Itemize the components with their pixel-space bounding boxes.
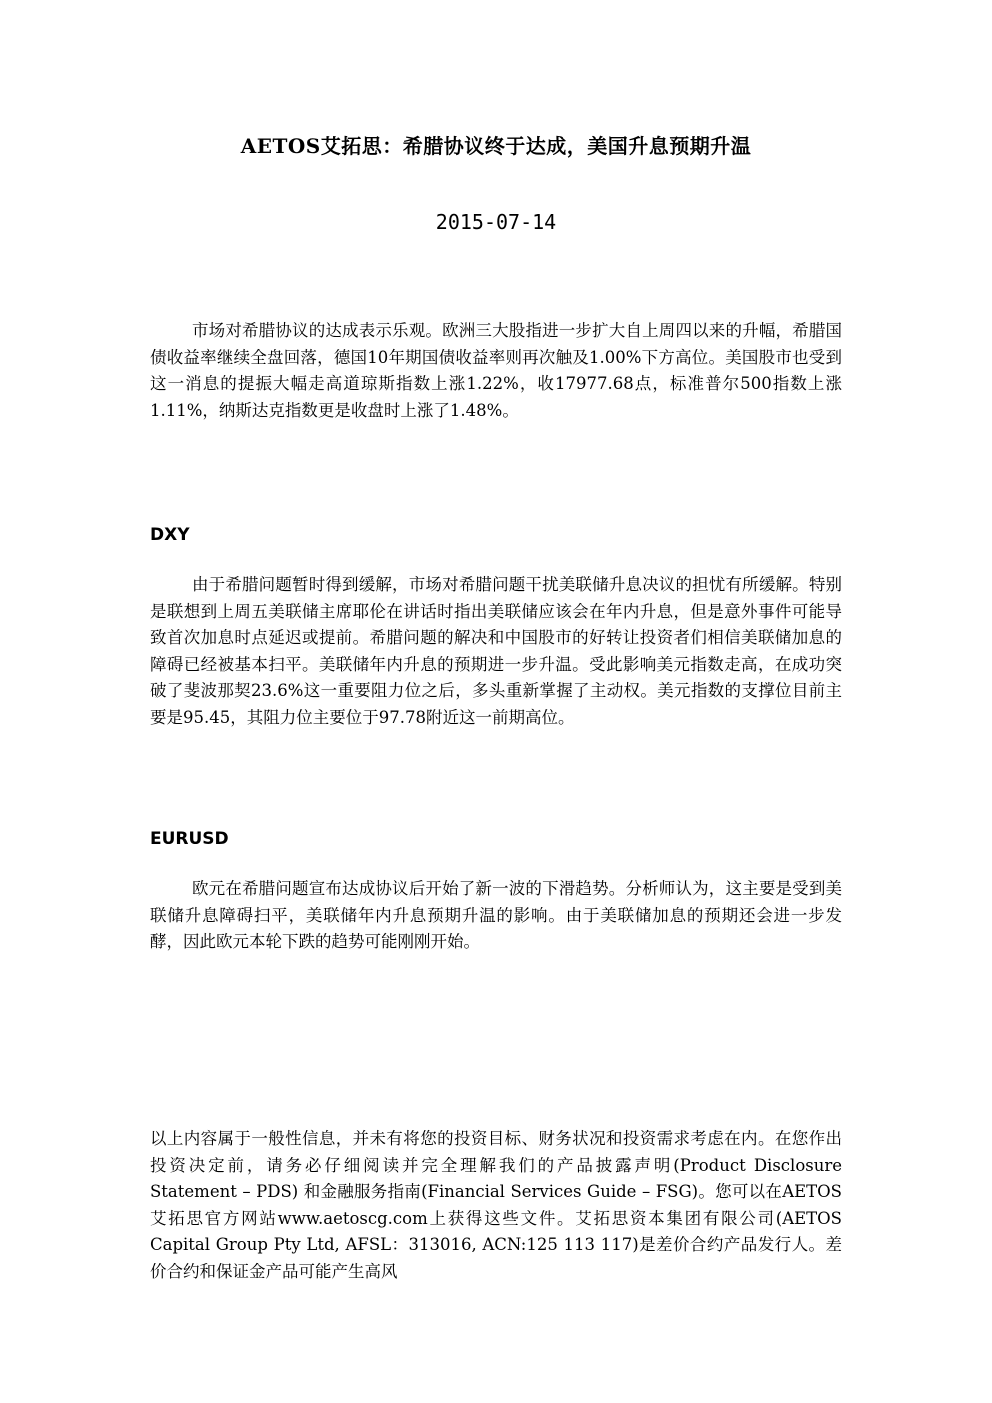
disclaimer-paragraph: 以上内容属于一般性信息，并未有将您的投资目标、财务状况和投资需求考虑在内。在您作出投资决定前，请务必仔细阅读并完全理解我们的产品披露声明(Product Disclosure Statement – PDS) 和金融服务指南(Financial Services Guide – FSG)。您可以在AETOS艾拓思官方网站www.aetoscg.com上获得这些文件。艾拓思资本集团有限公司(AETOS Capital Group Pty Ltd, AFSL：313016, ACN:125 113 117)是差价合约产品发行人。差价合约和保证金产品可能产生高风 [150,1129,842,1281]
section-body-dxy: 由于希腊问题暂时得到缓解，市场对希腊问题干扰美联储升息决议的担忧有所缓解。特别是联想到上周五美联储主席耶伦在讲话时指出美联储应该会在年内升息，但是意外事件可能导致首次加息时点延迟或提前。希腊问题的解决和中国股市的好转让投资者们相信美联储加息的障碍已经被基本扫平。美联储年内升息的预期进一步升温。受此影响美元指数走高，在成功突破了斐波那契23.6%这一重要阻力位之后，多头重新掌握了主动权。美元指数的支撑位目前主要是95.45，其阻力位主要位于97.78附近这一前期高位。 [150,575,842,727]
section-heading-dxy: DXY [150,525,190,545]
document-title: AETOS艾拓思：希腊协议终于达成，美国升息预期升温 [240,134,752,158]
intro-paragraph: 市场对希腊协议的达成表示乐观。欧洲三大股指进一步扩大自上周四以来的升幅，希腊国债收益率继续全盘回落，德国10年期国债收益率则再次触及1.00%下方高位。美国股市也受到这一消息的提振大幅走高道琼斯指数上涨1.22%，收17977.68点，标准普尔500指数上涨1.11%，纳斯达克指数更是收盘时上涨了1.48%。 [150,321,842,420]
document-date: 2015-07-14 [435,210,557,234]
section-body-eurusd: 欧元在希腊问题宣布达成协议后开始了新一波的下滑趋势。分析师认为，这主要是受到美联储升息障碍扫平，美联储年内升息预期升温的影响。由于美联储加息的预期还会进一步发酵，因此欧元本轮下跌的趋势可能刚刚开始。 [150,879,842,951]
section-heading-eurusd: EURUSD [150,829,229,849]
